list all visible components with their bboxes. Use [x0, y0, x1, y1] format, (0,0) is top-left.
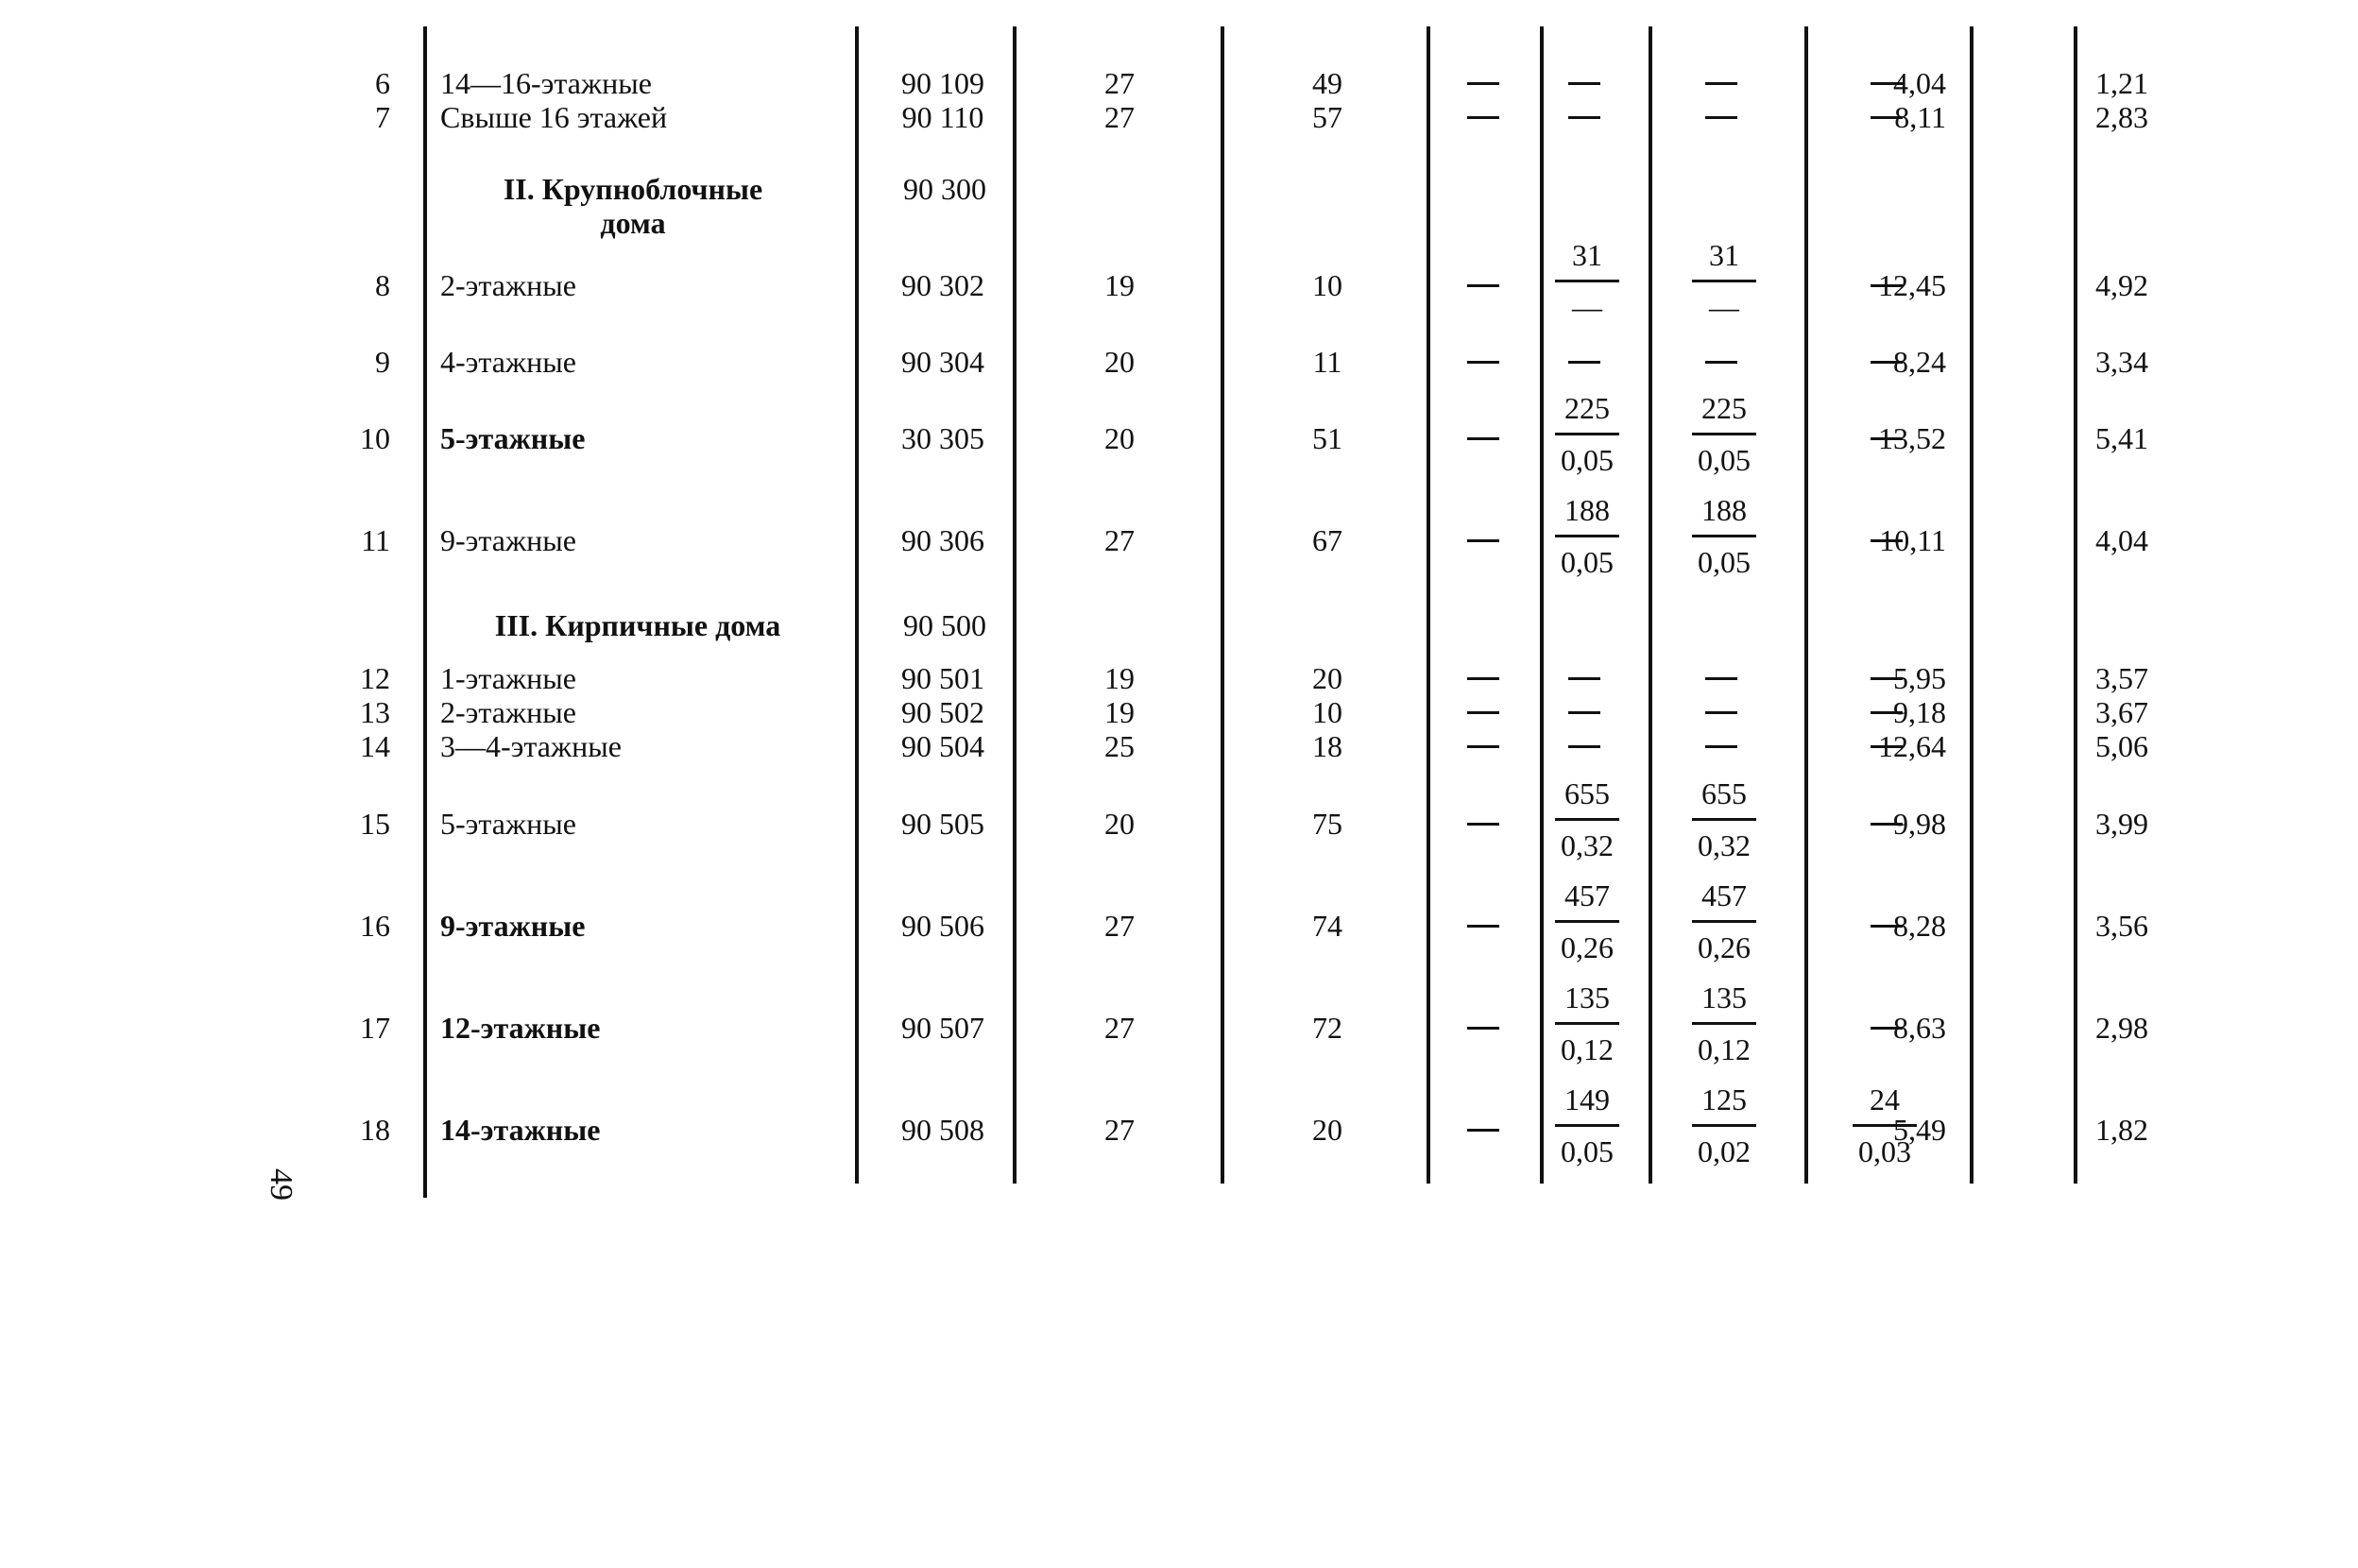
row-value-c1: 27: [1104, 1011, 1135, 1045]
row-code: 90 109: [901, 66, 984, 100]
row-name: 14—16-этажные: [440, 66, 652, 100]
row-value-c1: 20: [1104, 421, 1135, 455]
fraction-numerator: 457: [1701, 878, 1747, 912]
row-number: 6: [375, 66, 390, 100]
fraction-bar: [1692, 818, 1756, 821]
row-value-c8: 3,57: [2095, 661, 2148, 695]
row-value-c5: [1686, 493, 1762, 579]
fraction-bar: [1555, 1022, 1619, 1025]
column-rule: [1013, 26, 1017, 1184]
column-rule: [1540, 26, 1544, 1184]
row-value-c1: 27: [1104, 909, 1135, 943]
fraction-denominator: 0,05: [1698, 443, 1751, 477]
row-value-c4: [1549, 391, 1625, 477]
section-heading: III. Кирпичные дома: [494, 608, 781, 642]
row-value-c1: 25: [1104, 729, 1135, 763]
row-value-c1: 27: [1104, 1113, 1135, 1147]
fraction-denominator: 0,26: [1561, 930, 1614, 964]
row-value-c8: 5,41: [2095, 421, 2148, 455]
row-value-c7: 12,64: [1878, 729, 1946, 763]
row-value-c5: [1686, 1082, 1762, 1168]
fraction-numerator: 31: [1572, 238, 1602, 272]
column-rule: [1649, 26, 1652, 1184]
fraction-denominator: 0,05: [1561, 545, 1614, 579]
fraction-numerator: 188: [1701, 493, 1747, 527]
fraction-numerator: 188: [1564, 493, 1610, 527]
row-value-c5: [1705, 116, 1737, 119]
row-value-c4: [1568, 361, 1600, 364]
row-value-c1: 20: [1104, 345, 1135, 379]
column-rule: [1221, 26, 1224, 1184]
row-code: 90 306: [901, 523, 984, 557]
row-value-c1: 27: [1104, 523, 1135, 557]
row-value-c7: 4,04: [1893, 66, 1946, 100]
row-value-c5: [1686, 776, 1762, 862]
row-value-c7: 5,49: [1893, 1113, 1946, 1147]
row-value-c8: 4,04: [2095, 523, 2148, 557]
row-value-c1: 19: [1104, 695, 1135, 729]
row-number: 7: [375, 100, 390, 134]
row-code: 90 507: [901, 1011, 984, 1045]
row-value-c7: 12,45: [1878, 268, 1946, 302]
row-name: 3—4-этажные: [440, 729, 622, 763]
row-value-c2: 18: [1312, 729, 1342, 763]
fraction-denominator: 0,12: [1561, 1032, 1614, 1066]
row-value-c4: [1568, 745, 1600, 748]
row-value-c2: 11: [1312, 345, 1342, 379]
row-value-c1: 19: [1104, 268, 1135, 302]
row-value-c8: 3,56: [2095, 909, 2148, 943]
row-value-c8: 3,99: [2095, 807, 2148, 841]
row-code: 90 505: [901, 807, 984, 841]
row-value-c7: 8,28: [1893, 909, 1946, 943]
row-value-c3: [1467, 284, 1499, 287]
row-value-c3: [1467, 361, 1499, 364]
section-heading: II. Крупноблочные: [503, 172, 763, 206]
fraction-numerator: 655: [1701, 776, 1747, 810]
row-value-c4: [1549, 1082, 1625, 1168]
fraction-bar: [1555, 818, 1619, 821]
column-rule: [2074, 26, 2077, 1184]
row-number: 18: [360, 1113, 390, 1147]
row-name: 14-этажные: [440, 1113, 601, 1147]
fraction-denominator: 0,12: [1698, 1032, 1751, 1066]
row-number: 16: [360, 909, 390, 943]
fraction-denominator: 0,02: [1698, 1134, 1751, 1168]
row-code: 90 501: [901, 661, 984, 695]
row-value-c1: 20: [1104, 807, 1135, 841]
column-rule: [1427, 26, 1430, 1184]
row-value-c5: [1705, 677, 1737, 680]
fraction-bar: [1692, 280, 1756, 282]
row-value-c1: 27: [1104, 100, 1135, 134]
fraction-denominator: 0,05: [1561, 1134, 1614, 1168]
row-value-c5: [1686, 238, 1762, 324]
row-name: Свыше 16 этажей: [440, 100, 668, 134]
row-value-c5: [1686, 980, 1762, 1066]
section-heading: дома: [600, 206, 666, 240]
row-name: 9-этажные: [440, 523, 576, 557]
row-value-c2: 72: [1312, 1011, 1342, 1045]
fraction-bar: [1555, 1124, 1619, 1127]
column-rule: [1970, 26, 1974, 1184]
row-value-c7: 8,63: [1893, 1011, 1946, 1045]
row-value-c8: 1,82: [2095, 1113, 2148, 1147]
row-value-c4: [1568, 711, 1600, 714]
row-value-c7: 8,24: [1893, 345, 1946, 379]
row-value-c5: [1705, 711, 1737, 714]
row-value-c7: 9,98: [1893, 807, 1946, 841]
row-value-c7: 8,11: [1894, 100, 1946, 134]
row-number: 9: [375, 345, 390, 379]
row-value-c2: 75: [1312, 807, 1342, 841]
fraction-bar: [1692, 535, 1756, 537]
row-value-c8: 4,92: [2095, 268, 2148, 302]
row-name: 9-этажные: [440, 909, 586, 943]
row-value-c3: [1467, 745, 1499, 748]
row-value-c4: [1568, 116, 1600, 119]
row-value-c3: [1467, 82, 1499, 85]
row-value-c5: [1705, 82, 1737, 85]
row-value-c2: 20: [1312, 661, 1342, 695]
row-value-c5: [1705, 361, 1737, 364]
row-value-c2: 74: [1312, 909, 1342, 943]
row-value-c2: 10: [1312, 695, 1342, 729]
fraction-bar: [1555, 535, 1619, 537]
fraction-bar: [1555, 433, 1619, 435]
row-name: 2-этажные: [440, 695, 576, 729]
row-name: 1-этажные: [440, 661, 576, 695]
fraction-denominator: —: [1709, 290, 1739, 324]
row-value-c2: 49: [1312, 66, 1342, 100]
row-number: 10: [360, 421, 390, 455]
row-value-c4: [1549, 980, 1625, 1066]
fraction-bar: [1555, 920, 1619, 923]
row-value-c7: 13,52: [1878, 421, 1946, 455]
fraction-denominator: 0,05: [1561, 443, 1614, 477]
row-value-c8: 3,67: [2095, 695, 2148, 729]
row-value-c4: [1568, 82, 1600, 85]
fraction-numerator: 225: [1701, 391, 1747, 425]
row-value-c3: [1467, 116, 1499, 119]
row-number: 13: [360, 695, 390, 729]
row-value-c2: 57: [1312, 100, 1342, 134]
row-number: 15: [360, 807, 390, 841]
row-value-c8: 3,34: [2095, 345, 2148, 379]
fraction-bar: [1692, 1022, 1756, 1025]
row-name: 5-этажные: [440, 807, 576, 841]
row-code: 90 302: [901, 268, 984, 302]
fraction-denominator: 0,05: [1698, 545, 1751, 579]
row-value-c8: 2,98: [2095, 1011, 2148, 1045]
fraction-bar: [1692, 433, 1756, 435]
row-value-c5: [1705, 745, 1737, 748]
fraction-numerator: 135: [1701, 980, 1747, 1014]
row-value-c1: 27: [1104, 66, 1135, 100]
row-number: 14: [360, 729, 390, 763]
column-rule: [423, 26, 427, 1198]
fraction-numerator: 125: [1701, 1082, 1747, 1116]
section-code: 90 300: [903, 172, 986, 206]
row-number: 11: [361, 523, 390, 557]
column-rule: [855, 26, 859, 1184]
row-name: 12-этажные: [440, 1011, 601, 1045]
row-value-c3: [1467, 539, 1499, 542]
row-value-c8: 2,83: [2095, 100, 2148, 134]
row-value-c5: [1686, 878, 1762, 964]
row-value-c1: 19: [1104, 661, 1135, 695]
row-value-c2: 51: [1312, 421, 1342, 455]
row-code: 30 305: [901, 421, 984, 455]
row-number: 12: [360, 661, 390, 695]
row-value-c2: 10: [1312, 268, 1342, 302]
section-code: 90 500: [903, 608, 986, 642]
row-value-c4: [1549, 493, 1625, 579]
fraction-denominator: 0,03: [1858, 1134, 1911, 1168]
row-value-c3: [1467, 711, 1499, 714]
row-value-c7: 9,18: [1893, 695, 1946, 729]
row-value-c4: [1549, 878, 1625, 964]
row-value-c8: 1,21: [2095, 66, 2148, 100]
fraction-denominator: —: [1572, 290, 1602, 324]
row-value-c3: [1467, 1027, 1499, 1030]
row-value-c3: [1467, 823, 1499, 826]
fraction-denominator: 0,32: [1698, 828, 1751, 862]
fraction-numerator: 149: [1564, 1082, 1610, 1116]
column-rule: [1804, 26, 1808, 1184]
row-code: 90 304: [901, 345, 984, 379]
page-number: 49: [264, 1168, 299, 1201]
row-name: 5-этажные: [440, 421, 586, 455]
row-code: 90 506: [901, 909, 984, 943]
fraction-bar: [1692, 1124, 1756, 1127]
row-value-c3: [1467, 1129, 1499, 1132]
fraction-numerator: 457: [1564, 878, 1610, 912]
row-value-c5: [1686, 391, 1762, 477]
row-value-c7: 5,95: [1893, 661, 1946, 695]
row-value-c4: [1549, 238, 1625, 324]
row-value-c4: [1568, 677, 1600, 680]
row-value-c3: [1467, 677, 1499, 680]
row-value-c3: [1467, 437, 1499, 440]
row-value-c3: [1467, 925, 1499, 928]
fraction-bar: [1555, 280, 1619, 282]
fraction-denominator: 0,32: [1561, 828, 1614, 862]
fraction-numerator: 135: [1564, 980, 1610, 1014]
row-code: 90 508: [901, 1113, 984, 1147]
fraction-bar: [1692, 920, 1756, 923]
row-name: 4-этажные: [440, 345, 576, 379]
row-value-c2: 67: [1312, 523, 1342, 557]
row-code: 90 110: [901, 100, 984, 134]
row-value-c7: 10,11: [1879, 523, 1946, 557]
row-value-c4: [1549, 776, 1625, 862]
row-code: 90 502: [901, 695, 984, 729]
row-code: 90 504: [901, 729, 984, 763]
row-value-c8: 5,06: [2095, 729, 2148, 763]
row-number: 8: [375, 268, 390, 302]
row-number: 17: [360, 1011, 390, 1045]
fraction-denominator: 0,26: [1698, 930, 1751, 964]
row-value-c2: 20: [1312, 1113, 1342, 1147]
fraction-numerator: 31: [1709, 238, 1739, 272]
fraction-numerator: 225: [1564, 391, 1610, 425]
fraction-numerator: 24: [1870, 1082, 1900, 1116]
row-name: 2-этажные: [440, 268, 576, 302]
fraction-numerator: 655: [1564, 776, 1610, 810]
